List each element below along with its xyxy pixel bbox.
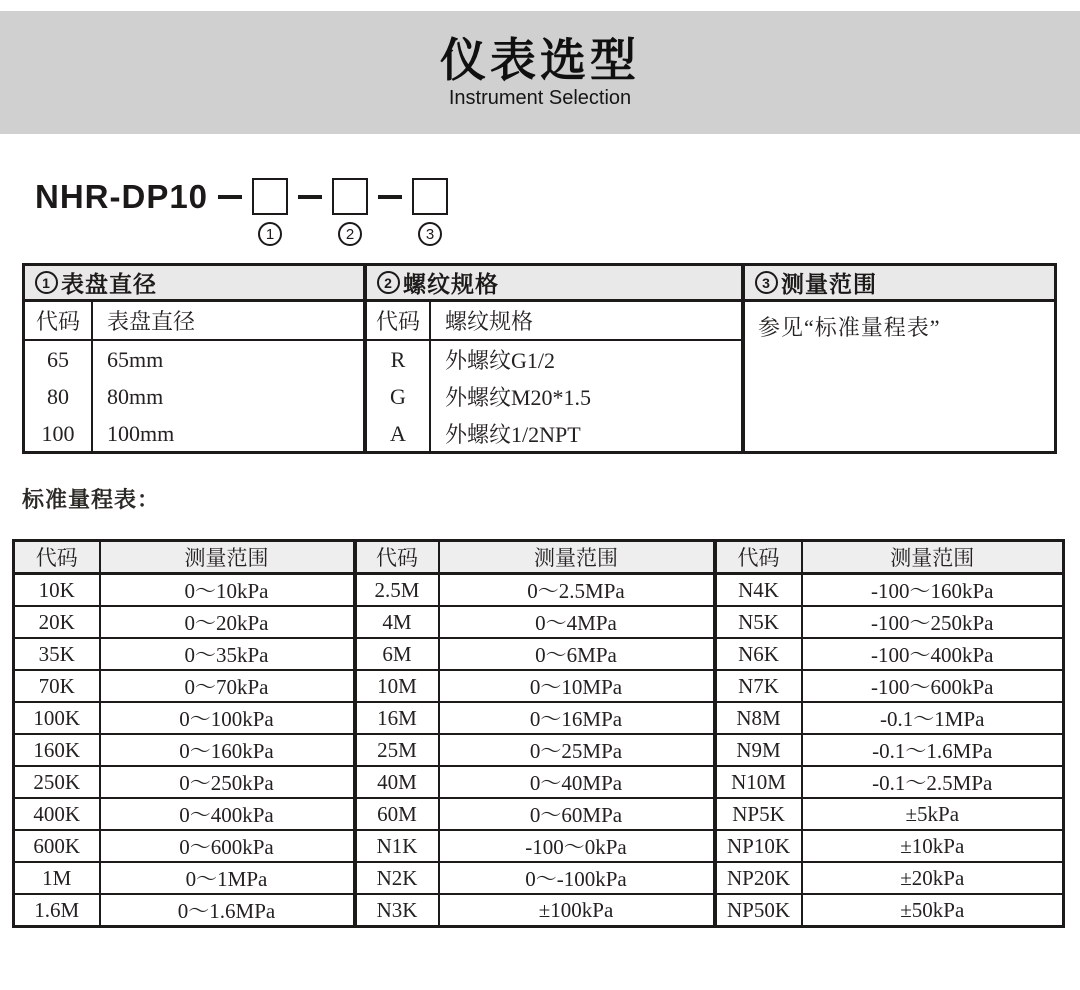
column-header: 表盘直径 bbox=[93, 302, 363, 341]
range-value-cell: 0～25MPa bbox=[439, 734, 715, 766]
model-prefix: NHR-DP10 bbox=[35, 178, 209, 215]
value-cell: 65mm bbox=[107, 346, 164, 372]
range-code-cell: N2K bbox=[355, 862, 439, 894]
range-value-cell: 0～160kPa bbox=[100, 734, 355, 766]
range-value-cell: 0～-100kPa bbox=[439, 862, 715, 894]
range-code-cell: N10M bbox=[715, 766, 802, 798]
model-code-row bbox=[35, 178, 1080, 246]
range-code-cell: 4M bbox=[355, 606, 439, 638]
range-value-cell: 0～70kPa bbox=[100, 670, 355, 702]
range-code-cell: NP10K bbox=[715, 830, 802, 862]
range-value-cell: 0～6MPa bbox=[439, 638, 715, 670]
value-cell: 外螺纹G1/2 bbox=[445, 348, 556, 373]
range-code-cell: 6M bbox=[355, 638, 439, 670]
range-code-cell: 1M bbox=[14, 862, 100, 894]
range-value-cell: 0～60MPa bbox=[439, 798, 715, 830]
section-title: 螺纹规格 bbox=[403, 271, 499, 297]
range-value-cell: -100～400kPa bbox=[802, 638, 1064, 670]
range-table-row bbox=[14, 734, 1064, 766]
section-title: 测量范围 bbox=[781, 271, 877, 297]
dash-separator bbox=[218, 195, 242, 199]
range-code-cell: 160K bbox=[14, 734, 100, 766]
code-box-2 bbox=[332, 178, 368, 215]
range-value-cell: 0～10MPa bbox=[439, 670, 715, 702]
range-value-cell: 0～250kPa bbox=[100, 766, 355, 798]
model-position-2 bbox=[332, 178, 368, 246]
range-table-row bbox=[14, 606, 1064, 638]
range-value-cell: -0.1～2.5MPa bbox=[802, 766, 1064, 798]
value-column bbox=[431, 302, 741, 452]
range-code-cell: N1K bbox=[355, 830, 439, 862]
range-code-cell: 20K bbox=[14, 606, 100, 638]
code-column bbox=[25, 302, 93, 452]
range-value-cell: 0～40MPa bbox=[439, 766, 715, 798]
range-value-cell: 0～10kPa bbox=[100, 574, 355, 607]
range-value-cell: ±20kPa bbox=[802, 862, 1064, 894]
range-table-row bbox=[14, 894, 1064, 927]
range-value-cell: 0～400kPa bbox=[100, 798, 355, 830]
range-code-cell: NP5K bbox=[715, 798, 802, 830]
section-body bbox=[25, 302, 363, 452]
model-position-1 bbox=[252, 178, 288, 246]
range-value-cell: ±100kPa bbox=[439, 894, 715, 927]
circled-number-icon: 3 bbox=[755, 271, 778, 294]
range-code-cell: 400K bbox=[14, 798, 100, 830]
range-code-cell: 35K bbox=[14, 638, 100, 670]
circled-number-1: 1 bbox=[258, 222, 282, 246]
range-code-cell: 16M bbox=[355, 702, 439, 734]
column-header: 代码 bbox=[25, 302, 91, 341]
section-thread-spec bbox=[363, 266, 741, 451]
range-code-cell: 60M bbox=[355, 798, 439, 830]
code-cell: 100 bbox=[41, 420, 75, 446]
range-table-row bbox=[14, 702, 1064, 734]
code-cell: A bbox=[390, 420, 406, 446]
range-table-row bbox=[14, 766, 1064, 798]
range-table-row bbox=[14, 574, 1064, 607]
section-dial-diameter bbox=[25, 266, 363, 451]
range-code-cell: 250K bbox=[14, 766, 100, 798]
range-table-head bbox=[14, 541, 1064, 574]
range-code-cell: N6K bbox=[715, 638, 802, 670]
range-table-row bbox=[14, 862, 1064, 894]
range-table-row bbox=[14, 670, 1064, 702]
code-column-header: 代码 bbox=[715, 541, 802, 574]
code-cell: G bbox=[390, 383, 406, 409]
range-table-body bbox=[14, 574, 1064, 927]
code-box-3 bbox=[412, 178, 448, 215]
range-value-cell: -100～160kPa bbox=[802, 574, 1064, 607]
range-code-cell: NP50K bbox=[715, 894, 802, 927]
range-value-cell: 0～100kPa bbox=[100, 702, 355, 734]
dash-separator bbox=[378, 195, 402, 199]
range-column-header: 测量范围 bbox=[100, 541, 355, 574]
selection-table bbox=[22, 263, 1057, 454]
value-cell: 80mm bbox=[107, 383, 164, 409]
range-value-cell: 0～4MPa bbox=[439, 606, 715, 638]
range-table-header-row bbox=[14, 541, 1064, 574]
range-code-cell: 70K bbox=[14, 670, 100, 702]
circled-number-3: 3 bbox=[418, 222, 442, 246]
range-code-cell: N5K bbox=[715, 606, 802, 638]
range-table-row bbox=[14, 830, 1064, 862]
range-value-cell: ±10kPa bbox=[802, 830, 1064, 862]
range-value-cell: -100～250kPa bbox=[802, 606, 1064, 638]
range-column-header: 测量范围 bbox=[439, 541, 715, 574]
range-reference-note: 参见“标准量程表” bbox=[758, 315, 941, 340]
range-code-cell: 10M bbox=[355, 670, 439, 702]
circled-number-2: 2 bbox=[338, 222, 362, 246]
section-measure-range bbox=[741, 266, 1054, 451]
section-header-dial-diameter bbox=[25, 266, 363, 302]
range-code-cell: N7K bbox=[715, 670, 802, 702]
range-code-cell: 1.6M bbox=[14, 894, 100, 927]
range-code-cell: N9M bbox=[715, 734, 802, 766]
code-column-header: 代码 bbox=[355, 541, 439, 574]
range-value-cell: 0～16MPa bbox=[439, 702, 715, 734]
range-value-cell: 0～20kPa bbox=[100, 606, 355, 638]
section-header-measure-range bbox=[745, 266, 1054, 302]
range-code-cell: 600K bbox=[14, 830, 100, 862]
range-code-cell: 40M bbox=[355, 766, 439, 798]
model-position-3 bbox=[412, 178, 448, 246]
range-code-cell: 100K bbox=[14, 702, 100, 734]
code-cell: 65 bbox=[47, 346, 69, 372]
page-title: 仪表选型 bbox=[440, 33, 640, 86]
circled-number-icon: 2 bbox=[377, 271, 400, 294]
range-value-cell: 0～600kPa bbox=[100, 830, 355, 862]
range-table-row bbox=[14, 798, 1064, 830]
value-cell: 100mm bbox=[107, 420, 175, 446]
range-code-cell: N3K bbox=[355, 894, 439, 927]
value-cell: 外螺纹M20*1.5 bbox=[445, 385, 592, 410]
range-value-cell: ±50kPa bbox=[802, 894, 1064, 927]
code-cell: 80 bbox=[47, 383, 69, 409]
value-column bbox=[93, 302, 363, 452]
range-table-row bbox=[14, 638, 1064, 670]
section-body bbox=[367, 302, 741, 452]
range-value-cell: -0.1～1MPa bbox=[802, 702, 1064, 734]
range-value-cell: -100～600kPa bbox=[802, 670, 1064, 702]
standard-range-table bbox=[12, 539, 1065, 928]
range-value-cell: 0～2.5MPa bbox=[439, 574, 715, 607]
section-header-thread-spec bbox=[367, 266, 741, 302]
page-subtitle: Instrument Selection bbox=[448, 87, 632, 110]
range-code-cell: N8M bbox=[715, 702, 802, 734]
range-value-cell: 0～1MPa bbox=[100, 862, 355, 894]
range-value-cell: 0～35kPa bbox=[100, 638, 355, 670]
range-code-cell: N4K bbox=[715, 574, 802, 607]
range-code-cell: 25M bbox=[355, 734, 439, 766]
section-title: 表盘直径 bbox=[61, 271, 157, 297]
value-cell: 外螺纹1/2NPT bbox=[445, 422, 581, 447]
range-value-cell: -0.1～1.6MPa bbox=[802, 734, 1064, 766]
range-code-cell: NP20K bbox=[715, 862, 802, 894]
column-header: 螺纹规格 bbox=[431, 302, 741, 341]
code-column bbox=[367, 302, 431, 452]
code-cell: R bbox=[390, 346, 406, 372]
range-column-header: 测量范围 bbox=[802, 541, 1064, 574]
range-code-cell: 10K bbox=[14, 574, 100, 607]
range-value-cell: -100～0kPa bbox=[439, 830, 715, 862]
circled-number-icon: 1 bbox=[35, 271, 58, 294]
code-box-1 bbox=[252, 178, 288, 215]
range-value-cell: ±5kPa bbox=[802, 798, 1064, 830]
code-column-header: 代码 bbox=[14, 541, 100, 574]
range-value-cell: 0～1.6MPa bbox=[100, 894, 355, 927]
dash-separator bbox=[298, 195, 322, 199]
column-header: 代码 bbox=[367, 302, 429, 341]
header-banner bbox=[0, 11, 1080, 134]
range-code-cell: 2.5M bbox=[355, 574, 439, 607]
range-table-label: 标准量程表： bbox=[22, 487, 161, 512]
